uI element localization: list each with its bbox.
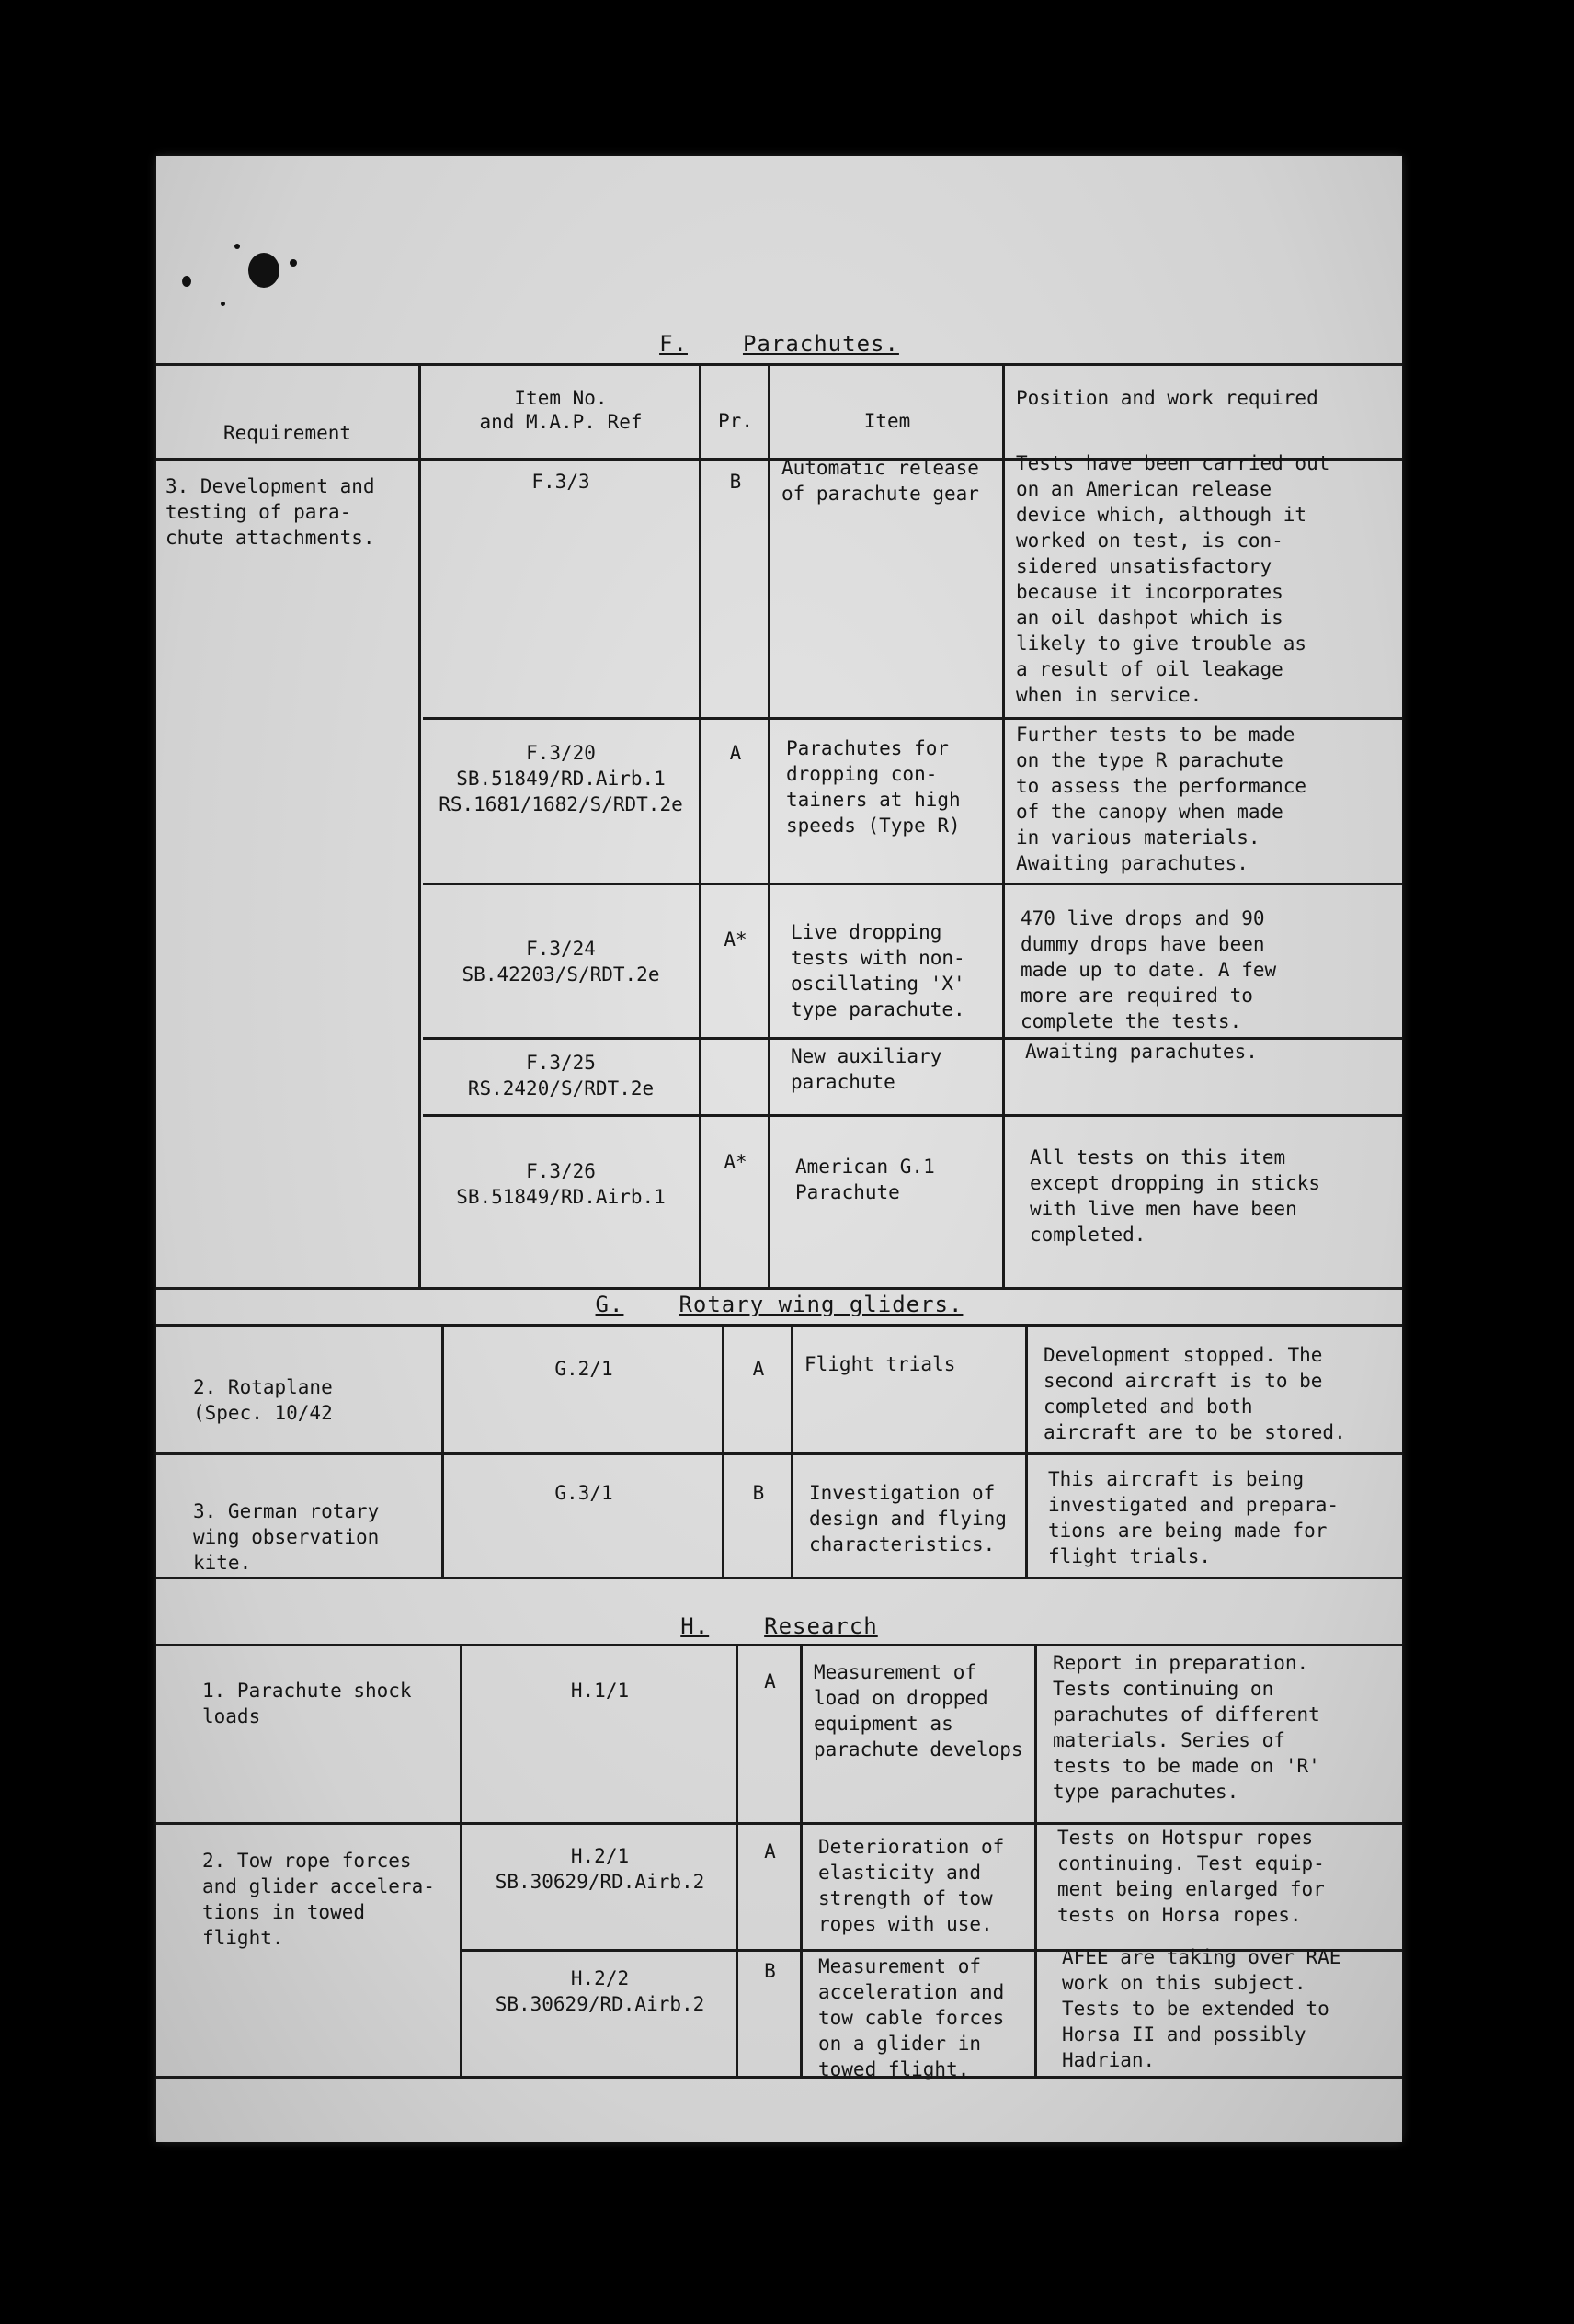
table-rule <box>156 2076 1402 2079</box>
requirement-cell: 1. Parachute shock loads <box>202 1680 412 1727</box>
priority-cell: B <box>752 1482 765 1504</box>
header-item: Item <box>863 410 911 432</box>
priority-cell: A <box>764 1670 776 1692</box>
table-rule <box>423 1114 1402 1117</box>
table-rule <box>156 1577 1402 1579</box>
item-cell: Parachutes for dropping con- tainers at high speeds (Type R) <box>786 737 961 837</box>
priority-cell: B <box>729 471 742 493</box>
table-rule <box>423 883 1402 885</box>
item-cell: Live dropping tests with non- oscillating 'X' type parachute. <box>791 921 965 1020</box>
ink-blot <box>182 276 191 287</box>
ref-cell: F.3/3 <box>531 471 590 493</box>
table-rule <box>736 1644 738 2076</box>
table-rule <box>156 363 1402 366</box>
position-cell: All tests on this item except dropping in sticks with live men have been completed. <box>1030 1146 1321 1246</box>
position-cell: Development stopped. The second aircraft is to be completed and both aircraft are to be stored. <box>1044 1344 1346 1443</box>
document-page <box>156 156 1402 2142</box>
table-rule <box>699 363 701 1287</box>
ref-cell: F.3/20 SB.51849/RD.Airb.1 RS.1681/1682/S/RDT.2e <box>439 742 683 815</box>
position-cell: 470 live drops and 90 dummy drops have been made up to date. A few more are required to complete the tests. <box>1021 907 1277 1032</box>
ink-blot <box>234 244 240 249</box>
priority-cell: A* <box>724 928 747 951</box>
item-cell: Deterioration of elasticity and strength of tow ropes with use. <box>818 1836 1005 1935</box>
priority-cell: A <box>752 1358 765 1380</box>
section-heading-rotary-wing-gliders <box>156 1292 1402 1317</box>
requirement-cell: 2. Rotaplane (Spec. 10/42 <box>193 1376 333 1424</box>
section-code: F. <box>659 331 688 357</box>
item-cell: Measurement of load on dropped equipment as parachute develops <box>814 1661 1023 1760</box>
table-rule <box>460 1644 462 2076</box>
ref-cell: F.3/24 SB.42203/S/RDT.2e <box>462 938 660 985</box>
position-cell: This aircraft is being investigated and prepara- tions are being made for flight trials. <box>1048 1468 1340 1567</box>
position-cell: Awaiting parachutes. <box>1025 1041 1258 1063</box>
header-item-no: Item No. and M.A.P. Ref <box>479 387 643 433</box>
ref-cell: H.2/1 SB.30629/RD.Airb.2 <box>495 1845 705 1893</box>
item-cell: Investigation of design and flying characteristics. <box>809 1482 1007 1555</box>
table-rule <box>156 1324 1402 1327</box>
position-cell: AFEE are taking over RAE work on this subject. Tests to be extended to Horsa II and possibly Hadrian. <box>1062 1946 1341 2071</box>
section-title: Parachutes. <box>742 331 899 357</box>
ref-cell: H.2/2 SB.30629/RD.Airb.2 <box>495 1967 705 2015</box>
priority-cell: A <box>764 1840 776 1863</box>
requirement-cell: 2. Tow rope forces and glider accelera- tions in towed flight. <box>202 1850 435 1949</box>
section-code: H. <box>680 1613 710 1639</box>
table-rule <box>156 1644 1402 1646</box>
item-cell: American G.1 Parachute <box>795 1156 935 1203</box>
priority-cell: B <box>764 1960 776 1982</box>
requirement-cell: 3. Development and testing of para- chute attachments. <box>165 475 375 549</box>
table-rule <box>791 1324 793 1577</box>
item-cell: Measurement of acceleration and tow cable forces on a glider in towed flight. <box>818 1955 1005 2080</box>
position-cell: Tests on Hotspur ropes continuing. Test equip- ment being enlarged for tests on Horsa ropes. <box>1057 1827 1325 1926</box>
table-rule <box>722 1324 724 1577</box>
section-heading-parachutes <box>156 331 1402 357</box>
priority-cell: A* <box>724 1151 747 1173</box>
position-cell: Further tests to be made on the type R parachute to assess the performance of the canopy when made in various materials. Awaiting parachutes. <box>1016 723 1307 874</box>
priority-cell: A <box>729 742 742 764</box>
header-position: Position and work required <box>1016 387 1318 409</box>
header-priority: Pr. <box>718 410 753 432</box>
position-cell: Tests have been carried out on an American release device which, although it worked on test, is con- sidered unsatisfactory because it incorporates an oil dashpot which is likely to give trouble as a result of oil leakage when in service. <box>1016 452 1330 706</box>
ref-cell: G.3/1 <box>554 1482 613 1504</box>
section-title: Research <box>764 1613 878 1639</box>
section-heading-research <box>156 1613 1402 1639</box>
table-rule <box>768 363 770 1287</box>
ink-blot <box>248 253 279 288</box>
section-code: G. <box>595 1292 624 1317</box>
ink-blot <box>290 259 297 267</box>
ref-cell: H.1/1 <box>570 1680 630 1702</box>
table-rule <box>441 1324 444 1577</box>
requirement-cell: 3. German rotary wing observation kite. <box>193 1500 380 1574</box>
table-rule <box>1025 1324 1028 1577</box>
table-rule <box>800 1644 803 2076</box>
table-rule <box>1034 1644 1037 2076</box>
ref-cell: G.2/1 <box>554 1358 613 1380</box>
item-cell: Automatic release of parachute gear <box>781 457 979 505</box>
ref-cell: F.3/26 SB.51849/RD.Airb.1 <box>456 1160 666 1208</box>
table-rule <box>418 363 421 1287</box>
ref-cell: F.3/25 RS.2420/S/RDT.2e <box>467 1052 655 1099</box>
table-rule <box>156 1452 1402 1455</box>
ink-blot <box>221 302 225 306</box>
header-requirement: Requirement <box>222 422 352 444</box>
table-rule <box>423 717 1402 720</box>
section-title: Rotary wing gliders. <box>679 1292 964 1317</box>
item-cell: Flight trials <box>804 1353 956 1375</box>
table-rule <box>156 1287 1402 1290</box>
item-cell: New auxiliary parachute <box>791 1045 942 1093</box>
position-cell: Report in preparation. Tests continuing on parachutes of different materials. Series of tests to be made on 'R' type parachutes. <box>1053 1652 1320 1803</box>
table-rule <box>1002 363 1005 1287</box>
